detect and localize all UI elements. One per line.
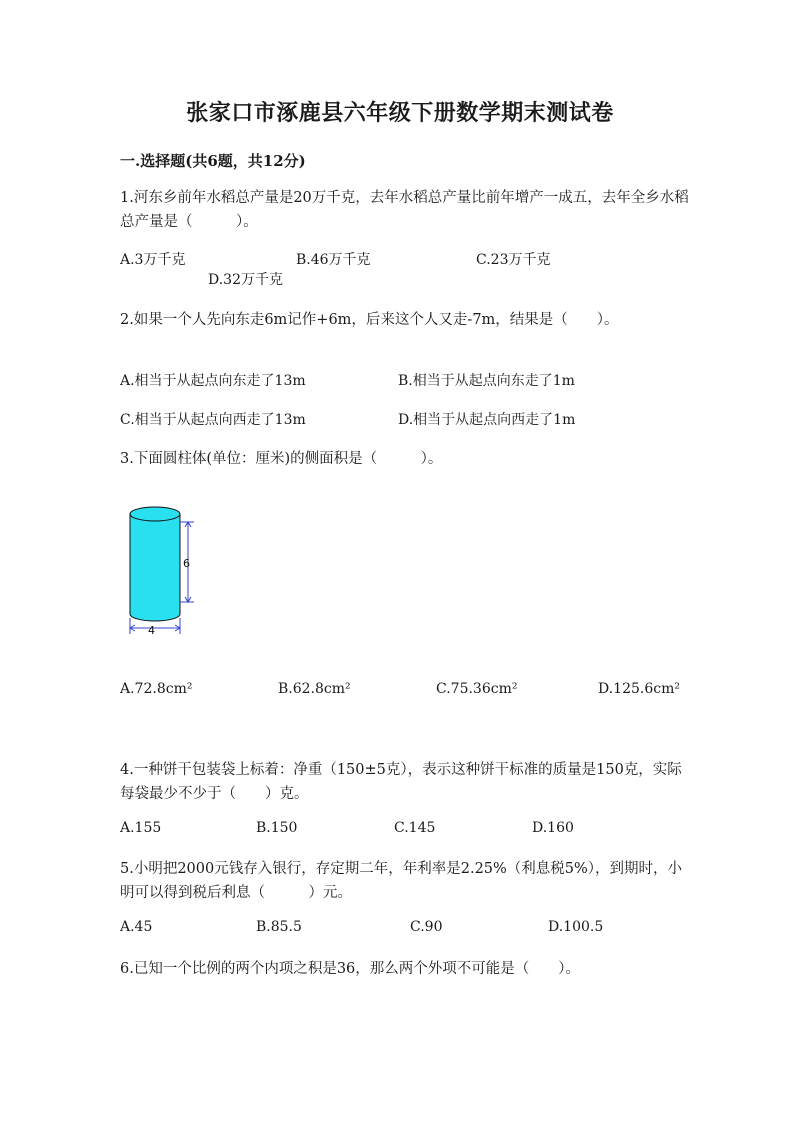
question-5-option-a[interactable]: A.45 xyxy=(120,919,153,935)
question-2-option-b[interactable]: B.相当于从起点向东走了1m xyxy=(398,373,575,389)
height-label: 6 xyxy=(183,557,190,570)
diameter-label: 4 xyxy=(148,624,155,637)
question-2-text: 2.如果一个人先向东走6m记作+6m，后来这个人又走-7m，结果是（ ）。 xyxy=(120,312,619,328)
question-1-option-b[interactable]: B.46万千克 xyxy=(296,252,371,268)
question-4-option-d[interactable]: D.160 xyxy=(532,820,574,836)
question-2-option-a[interactable]: A.相当于从起点向东走了13m xyxy=(120,373,306,389)
question-4-option-c[interactable]: C.145 xyxy=(394,820,436,836)
cylinder xyxy=(130,507,180,621)
question-3-option-c[interactable]: C.75.36cm² xyxy=(436,681,518,697)
section-heading: 一.选择题(共6题，共12分) xyxy=(120,152,306,170)
question-3-option-d[interactable]: D.125.6cm² xyxy=(598,681,680,697)
question-3-text: 3.下面圆柱体(单位：厘米)的侧面积是（ ）。 xyxy=(120,451,443,467)
question-1-text: 1.河东乡前年水稻总产量是20万千克，去年水稻总产量比前年增产一成五，去年全乡水稻总产量是（ ）。 xyxy=(120,190,689,230)
question-2-option-c[interactable]: C.相当于从起点向西走了13m xyxy=(120,412,306,428)
question-5-option-b[interactable]: B.85.5 xyxy=(256,919,302,935)
page-title: 张家口市涿鹿县六年级下册数学期末测试卷 xyxy=(186,100,614,126)
question-1-option-a[interactable]: A.3万千克 xyxy=(120,252,186,268)
cylinder-figure xyxy=(120,500,210,640)
question-3-option-a[interactable]: A.72.8cm² xyxy=(120,681,193,697)
question-4-text: 4.一种饼干包装袋上标着：净重（150±5克），表示这种饼干标准的质量是150克，实际每袋最少不少于（ ）克。 xyxy=(120,762,682,802)
question-5-option-c[interactable]: C.90 xyxy=(410,919,443,935)
question-2-option-d[interactable]: D.相当于从起点向西走了1m xyxy=(398,412,576,428)
question-1-option-d[interactable]: D.32万千克 xyxy=(208,272,283,288)
question-1-option-c[interactable]: C.23万千克 xyxy=(476,252,551,268)
question-5-text: 5.小明把2000元钱存入银行，存定期二年，年利率是2.25%（利息税5%），到期时，小明可以得到税后利息（ ）元。 xyxy=(120,861,683,901)
question-3-option-b[interactable]: B.62.8cm² xyxy=(278,681,351,697)
question-4-option-a[interactable]: A.155 xyxy=(120,820,162,836)
question-5-option-d[interactable]: D.100.5 xyxy=(548,919,604,935)
question-6-text: 6.已知一个比例的两个内项之积是36，那么两个外项不可能是（ ）。 xyxy=(120,961,581,977)
question-4-option-b[interactable]: B.150 xyxy=(256,820,298,836)
